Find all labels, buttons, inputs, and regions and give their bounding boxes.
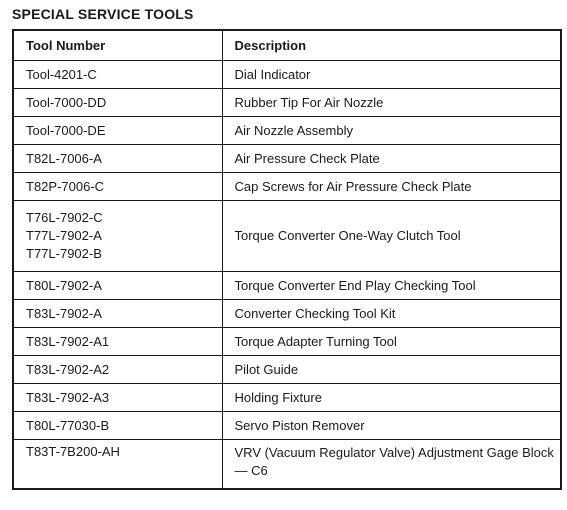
description-cell: VRV (Vacuum Regulator Valve) Adjustment Gage Block — C6 [222,440,561,490]
description-cell: Pilot Guide [222,356,561,384]
tool-number-cell: T83L-7902-A3 [13,384,222,412]
table-row [13,300,561,328]
tool-number-line: T77L-7902-B [26,246,102,261]
table-row [13,201,561,272]
description-cell: Converter Checking Tool Kit [222,300,561,328]
tool-number-cell: T82P-7006-C [13,173,222,201]
tool-number-line: T76L-7902-C [26,210,103,225]
table-row [13,328,561,356]
tool-number-line: T77L-7902-A [26,228,102,243]
tool-number-cell: T83L-7902-A [13,300,222,328]
table-row [13,89,561,117]
tool-number-cell: T80L-7902-A [13,272,222,300]
table-row [13,412,561,440]
tool-number-cell: T80L-77030-B [13,412,222,440]
tool-number-cell: T83L-7902-A2 [13,356,222,384]
tool-number-cell: T83L-7902-A1 [13,328,222,356]
description-cell: Torque Converter One-Way Clutch Tool [222,201,561,272]
description-cell: Cap Screws for Air Pressure Check Plate [222,173,561,201]
table-row [13,272,561,300]
table-row [13,61,561,89]
tool-number-cell [13,201,222,272]
description-cell: Air Nozzle Assembly [222,117,561,145]
description-cell: Torque Adapter Turning Tool [222,328,561,356]
special-service-tools-table [12,29,562,490]
table-row [13,440,561,490]
table-row [13,384,561,412]
description-cell: Torque Converter End Play Checking Tool [222,272,561,300]
header-tool-number: Tool Number [13,30,222,61]
table-row [13,173,561,201]
table-row [13,117,561,145]
table-row [13,356,561,384]
description-cell: Rubber Tip For Air Nozzle [222,89,561,117]
table-header-row [13,30,561,61]
description-cell: Air Pressure Check Plate [222,145,561,173]
tool-number-cell: Tool-7000-DE [13,117,222,145]
tool-number-cell: Tool-4201-C [13,61,222,89]
description-cell: Dial Indicator [222,61,561,89]
tool-number-cell: Tool-7000-DD [13,89,222,117]
page-title: SPECIAL SERVICE TOOLS [12,6,194,22]
tool-number-cell: T82L-7006-A [13,145,222,173]
description-cell: Holding Fixture [222,384,561,412]
header-description: Description [222,30,561,61]
table-row [13,145,561,173]
description-cell: Servo Piston Remover [222,412,561,440]
tool-number-cell: T83T-7B200-AH [13,440,222,490]
